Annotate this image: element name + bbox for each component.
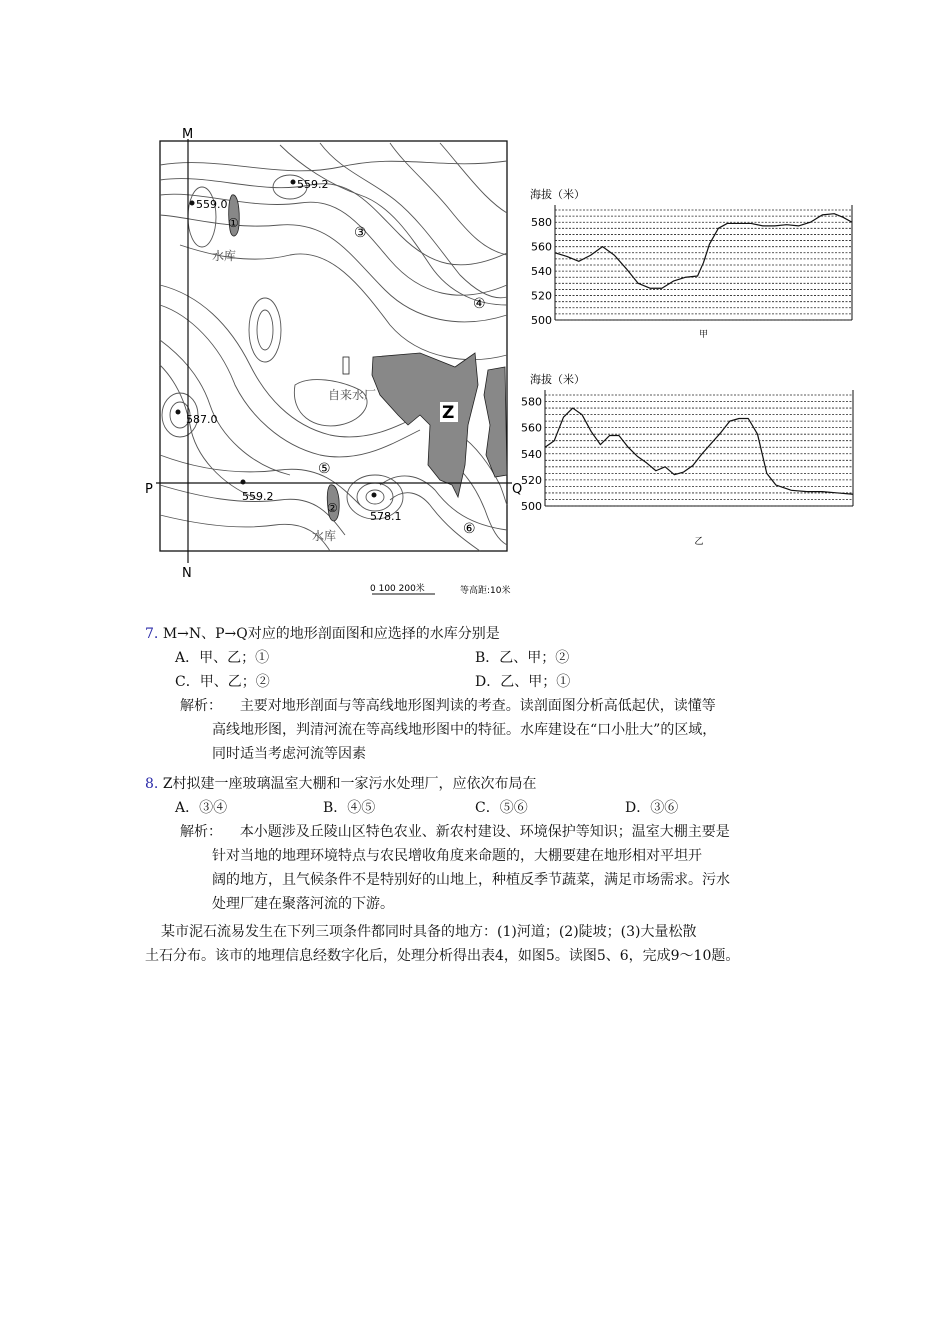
y-tick-label: 500 [531, 314, 552, 327]
chart-title: 甲 [698, 330, 709, 340]
option-a[interactable]: A．③④ [175, 800, 228, 816]
waterworks-label: 自来水厂 [328, 388, 377, 402]
reservoir-label: 水库 [312, 529, 337, 543]
intro-paragraph [145, 920, 845, 968]
option-c[interactable]: C．甲、乙；② [175, 674, 270, 690]
village-label: Z [442, 403, 455, 423]
y-tick-label: 560 [531, 240, 552, 254]
site-marker: ⑥ [463, 521, 476, 537]
scale-bar: 0 100 200米 [370, 584, 425, 594]
spot-height: 587.0 [186, 413, 218, 426]
y-tick-label: 580 [531, 216, 552, 230]
spot-height: 578.1 [370, 510, 402, 523]
question-number: 7. [145, 626, 159, 642]
y-axis-label: 海拔（米） [530, 188, 585, 201]
analysis-text: 高线地形图，判清河流在等高线地形图中的特征。水库建设在“口小肚大”的区域， [212, 722, 717, 738]
profile-chart-yi [521, 365, 860, 547]
site-marker: ④ [473, 296, 486, 312]
contour-map [140, 125, 540, 600]
y-axis-label: 海拔（米） [530, 373, 585, 386]
site-marker: ⑤ [318, 461, 331, 477]
label-n: N [182, 566, 192, 581]
analysis-text: 处理厂建在聚落河流的下游。 [212, 896, 394, 912]
y-tick-label: 580 [521, 395, 542, 409]
contour-interval: 等高距:10米 [460, 586, 511, 596]
spot-height: 559.2 [242, 490, 274, 503]
site-marker: ① [228, 216, 239, 230]
reservoir-label: 水库 [212, 249, 237, 263]
y-tick-label: 520 [521, 473, 542, 487]
option-c[interactable]: C．⑤⑥ [475, 800, 528, 816]
profile-chart-jia [525, 180, 855, 345]
spot-height: 559.0 [196, 198, 228, 211]
y-tick-label: 540 [521, 447, 542, 461]
spot-height: 559.2 [297, 178, 329, 191]
option-b[interactable]: B．乙、甲；② [475, 650, 570, 666]
intro-line: 土石分布。该市的地理信息经数字化后，处理分析得出表4，如图5。读图5、6，完成9～10题。 [145, 948, 740, 964]
intro-line: 某市泥石流易发生在下列三项条件都同时具备的地方：(1)河道；(2)陡坡；(3)大量松散 [161, 924, 697, 940]
label-p: P [145, 482, 153, 497]
label-m: M [182, 127, 194, 142]
site-marker: ③ [354, 225, 367, 241]
question-number: 8. [145, 776, 159, 792]
option-a[interactable]: A．甲、乙；① [175, 650, 270, 666]
analysis-text: 针对当地的地理环境特点与农民增收角度来命题的，大棚要建在地形相对平坦开 [212, 848, 702, 864]
chart-title: 乙 [694, 537, 704, 547]
option-d[interactable]: D．③⑥ [625, 800, 679, 816]
option-b[interactable]: B．④⑤ [323, 800, 376, 816]
question-stem: M→N、P→Q对应的地形剖面图和应选择的水库分别是 [162, 626, 500, 642]
y-tick-label: 560 [521, 421, 542, 435]
option-d[interactable]: D．乙、甲；① [475, 674, 571, 690]
label-q: Q [512, 482, 523, 497]
y-tick-label: 500 [521, 500, 542, 513]
y-tick-label: 540 [531, 265, 552, 279]
analysis-text: 主要对地形剖面与等高线地形图判读的考查。读剖面图分析高低起伏，读懂等 [239, 698, 716, 714]
analysis-text: 本小题涉及丘陵山区特色农业、新农村建设、环境保护等知识；温室大棚主要是 [239, 824, 730, 840]
question-7 [145, 622, 845, 766]
analysis-label: 解析： [180, 698, 222, 714]
question-8 [145, 772, 845, 916]
analysis-text: 阔的地方，且气候条件不是特别好的山地上，种植反季节蔬菜，满足市场需求。污水 [212, 872, 730, 888]
analysis-text: 同时适当考虑河流等因素 [212, 746, 366, 762]
analysis-label: 解析： [180, 824, 222, 840]
question-stem: Z村拟建一座玻璃温室大棚和一家污水处理厂，应依次布局在 [162, 776, 537, 792]
site-marker: ② [327, 501, 338, 515]
y-tick-label: 520 [531, 289, 552, 303]
